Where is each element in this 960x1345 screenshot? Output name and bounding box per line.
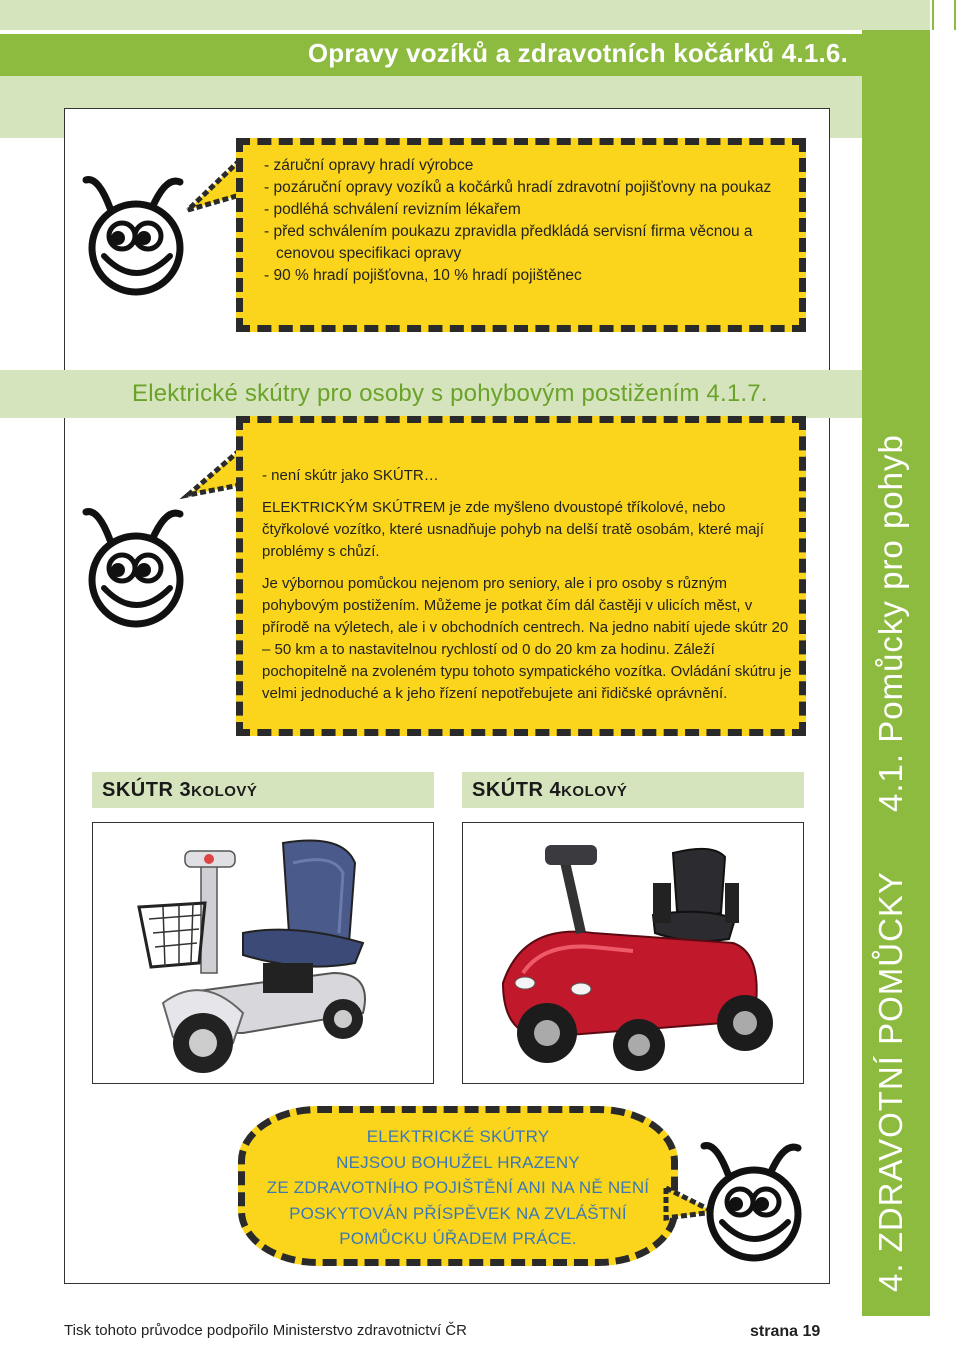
chapter-title: 4. ZDRAVOTNÍ POMŮCKY <box>872 871 909 1292</box>
notice-line: ZE ZDRAVOTNÍHO POJIŠTĚNÍ ANI NA NĚ NENÍ <box>266 1178 650 1197</box>
subchapter-title: 4.1. Pomůcky pro pohyb <box>872 434 909 812</box>
photo-scooter-3-wheel <box>92 822 434 1084</box>
paragraph: ELEKTRICKÝM SKÚTREM je zde myšleno dvoustopé tříkolové, nebo čtyřkolové vozítko, které usnadňuje pohyb na delší tratě osobám, které mají problémy s chůzí. <box>262 499 764 560</box>
list-item: - podléhá schválení revizním lékařem <box>264 201 521 218</box>
list-item: - záruční opravy hradí výrobce <box>264 157 474 174</box>
label-main: SKÚTR 4 <box>472 779 562 801</box>
photo-scooter-4-wheel <box>462 822 804 1084</box>
page-title: Opravy vozíků a zdravotních kočárků 4.1.6. <box>307 38 848 68</box>
header-band-top <box>0 0 930 30</box>
label-main: SKÚTR 3 <box>102 779 192 801</box>
notice-line: NEJSOU BOHUŽEL HRAZENY <box>336 1152 580 1172</box>
panel-corner-fill <box>0 108 64 138</box>
scooter-description <box>262 465 792 715</box>
footer-sponsor: Tisk tohoto průvodce podpořilo Ministerstvo zdravotnictví ČR <box>64 1322 467 1339</box>
notice-line: POMŮCKU ÚŘADEM PRÁCE. <box>339 1229 577 1248</box>
notice-line: POSKYTOVÁN PŘÍSPĚVEK NA ZVLÁŠTNÍ <box>289 1203 627 1223</box>
label-scooter-3-wheel <box>92 772 434 808</box>
notice-line: ELEKTRICKÉ SKÚTRY <box>366 1127 550 1146</box>
list-item: - 90 % hradí pojišťovna, 10 % hradí pojištěnec <box>264 267 582 284</box>
repairs-list <box>264 155 794 287</box>
smiley-icon <box>80 168 190 298</box>
divider-line <box>932 0 934 30</box>
paragraph: - není skútr jako SKÚTR… <box>262 467 439 484</box>
scooter-4-wheel-image <box>463 823 803 1083</box>
scooter-3-wheel-image <box>93 823 433 1083</box>
sidebar-margin <box>930 30 960 1316</box>
label-scooter-4-wheel <box>462 772 804 808</box>
list-item: - před schválením poukazu zpravidla předkládá servisní firma věcnou a cenovou specifikaci opravy <box>264 223 753 262</box>
label-suffix: kolový <box>191 778 258 801</box>
notice-text <box>258 1124 658 1252</box>
list-item: - pozáruční opravy vozíků a kočárků hradí zdravotní pojišťovny na poukaz <box>264 179 772 196</box>
page-number: strana 19 <box>750 1323 821 1340</box>
label-suffix: kolový <box>561 778 628 801</box>
smiley-icon <box>80 500 190 630</box>
paragraph: Je výbornou pomůckou nejenom pro seniory, ale i pro osoby s různým pohybovým postižením. Můžeme je potkat čím dál častěji v ulicích měst, v přírodě na výletech, ale i v obchodních centrech. Na jedno nabití ujede skútr 20 – 50 km a to nastavitelnou rychlostí od 0 do 20 km za hodinu. Záleží pochopitelně na zvoleném typu tohoto sympatického vozítka. Ovládání skútru je velmi jednoduché a k jeho řízení nepotřebujete ani řidičské oprávnění. <box>262 575 792 702</box>
smiley-icon <box>698 1134 808 1264</box>
divider-line <box>954 0 956 30</box>
section-title: Elektrické skútry pro osoby s pohybovým postižením 4.1.7. <box>132 380 768 407</box>
